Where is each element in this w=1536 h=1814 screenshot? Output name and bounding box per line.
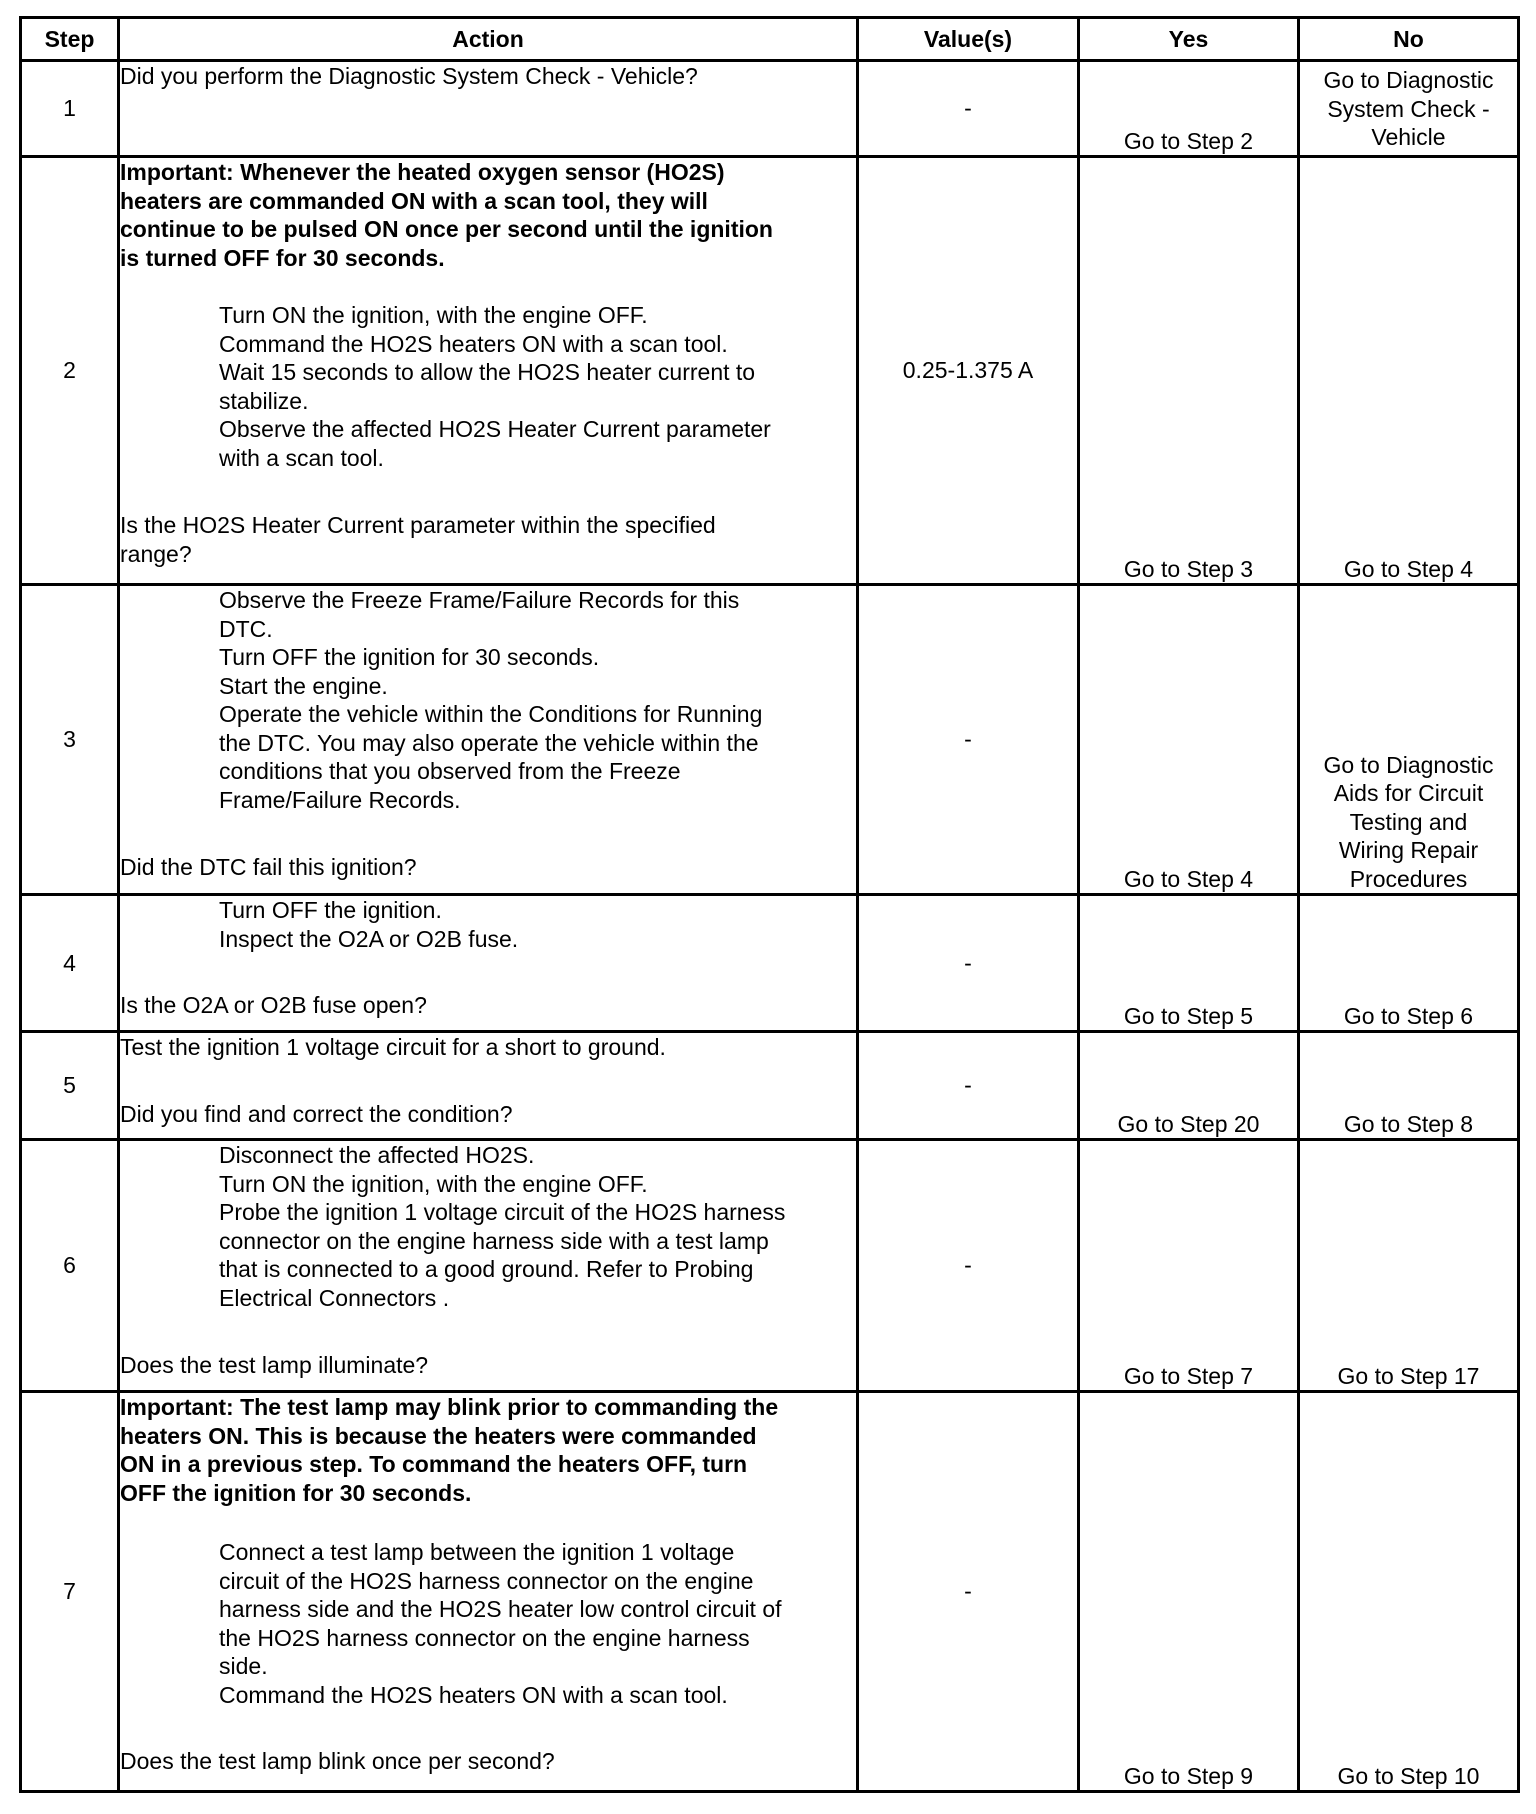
question-text: Does the test lamp blink once per second? — [120, 1748, 555, 1774]
no-cell: Go to Diagnostic Aids for Circuit Testing and Wiring Repair Procedures — [1299, 585, 1519, 895]
yes-cell: Go to Step 4 — [1079, 585, 1299, 895]
step-number: 2 — [21, 157, 119, 585]
substep-list: Turn OFF the ignition. Inspect the O2A or O2B fuse. — [219, 897, 519, 952]
table-row — [21, 1392, 1519, 1792]
diagnostic-table — [19, 16, 1520, 1793]
action-text: Test the ignition 1 voltage circuit for a short to ground. — [120, 1034, 666, 1060]
header-values: Value(s) — [858, 18, 1079, 61]
value-cell: - — [858, 1392, 1079, 1792]
action-cell — [119, 1140, 858, 1392]
step-number: 1 — [21, 61, 119, 157]
value-cell: 0.25-1.375 A — [858, 157, 1079, 585]
substep-list: Turn ON the ignition, with the engine OFF. Command the HO2S heaters ON with a scan tool. Wait 15 seconds to allow the HO2S heater current to stabilize. Observe the affected HO2S Heater Current parameter with a scan tool. — [219, 302, 771, 471]
header-step: Step — [21, 18, 119, 61]
header-no: No — [1299, 18, 1519, 61]
header-yes: Yes — [1079, 18, 1299, 61]
question-text: Is the HO2S Heater Current parameter within the specified range? — [120, 512, 716, 567]
value-cell: - — [858, 585, 1079, 895]
question-text: Did you find and correct the condition? — [120, 1100, 513, 1127]
table-row — [21, 61, 1519, 157]
action-cell — [119, 1032, 858, 1140]
no-line: System Check - — [1327, 95, 1490, 122]
action-cell — [119, 585, 858, 895]
table-row — [21, 1032, 1519, 1140]
table-row — [21, 585, 1519, 895]
yes-cell: Go to Step 9 — [1079, 1392, 1299, 1792]
step-number: 7 — [21, 1392, 119, 1792]
no-line: Go to Diagnostic — [1323, 67, 1494, 93]
yes-cell: Go to Step 5 — [1079, 895, 1299, 1032]
substep-list: Connect a test lamp between the ignition 1 voltage circuit of the HO2S harness connector on the engine harness side and the HO2S heater low control circuit of the HO2S harness connector on the engine harness side. Command the HO2S heaters ON with a scan tool. — [219, 1539, 782, 1708]
no-cell: Go to Step 4 — [1299, 157, 1519, 585]
step-number: 5 — [21, 1032, 119, 1140]
no-cell: Go to Step 17 — [1299, 1140, 1519, 1392]
question-text: Did the DTC fail this ignition? — [120, 854, 417, 880]
action-cell — [119, 157, 858, 585]
header-action: Action — [119, 18, 858, 61]
action-text: Did you perform the Diagnostic System Check - Vehicle? — [120, 63, 698, 89]
substep-list: Observe the Freeze Frame/Failure Records for this DTC. Turn OFF the ignition for 30 seconds. Start the engine. Operate the vehicle within the Conditions for Running the DTC. You may also operate the vehicle within the conditions that you observed from the Freeze Frame/Failure Records. — [219, 587, 763, 813]
table-row — [21, 1140, 1519, 1392]
table-row — [21, 157, 1519, 585]
action-cell — [119, 895, 858, 1032]
question-text: Does the test lamp illuminate? — [120, 1352, 429, 1378]
no-line: Vehicle — [1371, 124, 1446, 150]
yes-cell: Go to Step 20 — [1079, 1032, 1299, 1140]
no-cell: Go to Step 6 — [1299, 895, 1519, 1032]
table-row — [21, 895, 1519, 1032]
no-cell: Go to Step 10 — [1299, 1392, 1519, 1792]
substep-list: Disconnect the affected HO2S. Turn ON the ignition, with the engine OFF. Probe the ignition 1 voltage circuit of the HO2S harness connector on the engine harness side with a test lamp that is connected to a good ground. Refer to Probing Electrical Connectors . — [219, 1142, 786, 1311]
value-cell: - — [858, 1032, 1079, 1140]
header-row — [21, 18, 1519, 61]
no-cell — [1299, 61, 1519, 157]
question-text: Is the O2A or O2B fuse open? — [120, 992, 427, 1018]
value-cell: - — [858, 61, 1079, 157]
action-cell — [119, 1392, 858, 1792]
action-cell — [119, 61, 858, 157]
yes-cell: Go to Step 3 — [1079, 157, 1299, 585]
value-cell: - — [858, 1140, 1079, 1392]
step-number: 4 — [21, 895, 119, 1032]
yes-cell: Go to Step 2 — [1079, 61, 1299, 157]
value-cell: - — [858, 895, 1079, 1032]
step-number: 6 — [21, 1140, 119, 1392]
important-note: Important: Whenever the heated oxygen sensor (HO2S) heaters are commanded ON with a scan tool, they will continue to be pulsed ON once per second until the ignition is turned OFF for 30 seconds. — [120, 159, 773, 271]
step-number: 3 — [21, 585, 119, 895]
important-note: Important: The test lamp may blink prior to commanding the heaters ON. This is because the heaters were commanded ON in a previous step. To command the heaters OFF, turn OFF the ignition for 30 seconds. — [120, 1394, 779, 1506]
yes-cell: Go to Step 7 — [1079, 1140, 1299, 1392]
no-cell: Go to Step 8 — [1299, 1032, 1519, 1140]
